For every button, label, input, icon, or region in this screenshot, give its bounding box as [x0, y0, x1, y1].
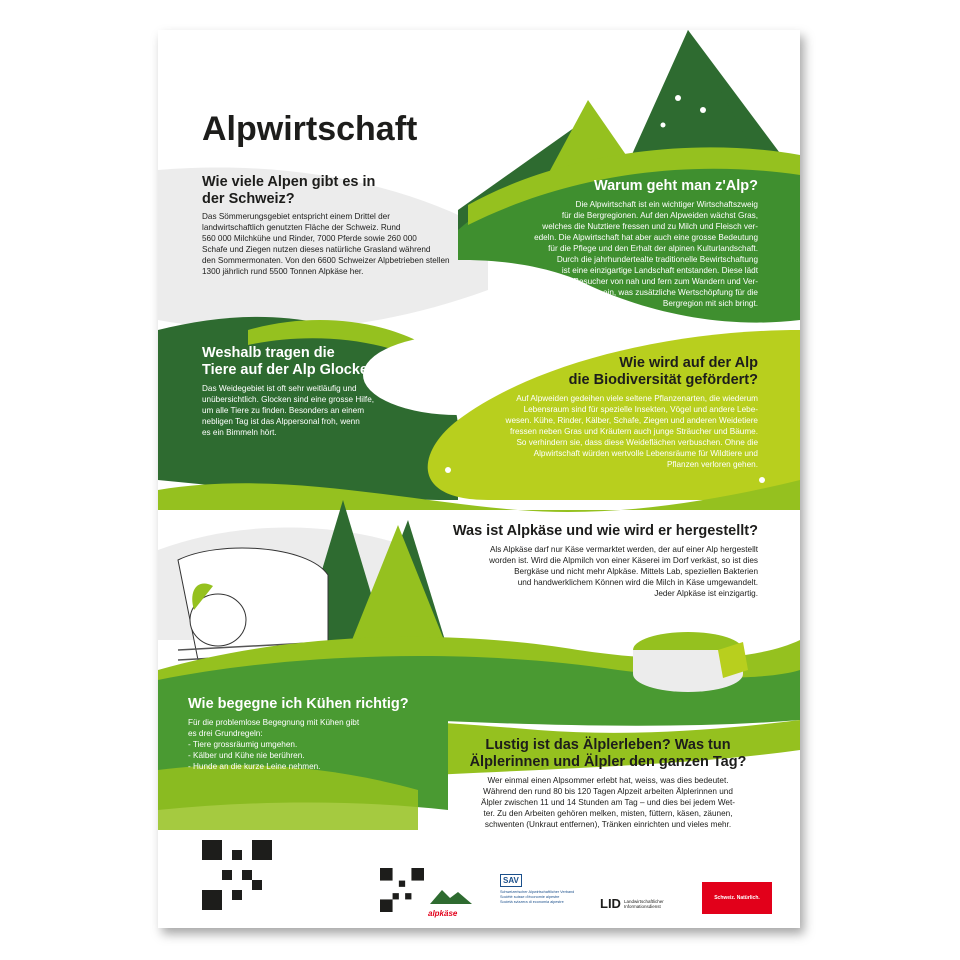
more-info-label: Weitere Infos [282, 892, 331, 901]
text-warum-line: für die Bergregionen. Auf den Alpweiden wächst Gras, [561, 211, 758, 220]
sav-logo: SAV Schweizerischer Alpwirtschaftlicher Verband Société suisse d'économie alpestre Società svizzera di economia alpestre [500, 876, 575, 904]
text-aelpler-line: Wer einmal einen Alpsommer erlebt hat, weiss, was dies bedeutet. [487, 776, 729, 785]
more-info-url[interactable]: www.lid.ch [282, 903, 325, 912]
text-bio-line: fressen neben Gras und Kräutern auch junge Sträucher und Bäume. [509, 427, 758, 436]
text-aelpler-line: ter. Zu den Arbeiten gehören melken, misten, füttern, käsen, zäunen, [483, 809, 733, 818]
lid-logo: LID Landwirtschaftlicher Informationsdienst [600, 896, 664, 911]
schweiz-natuerlich-logo: Schweiz. Natürlich. [702, 882, 772, 914]
text-kuehe-line: es drei Grundregeln: [188, 729, 263, 738]
heading-glocken-1: Weshalb tragen die [202, 345, 335, 361]
text-kuehe-line: - Tiere grossräumig umgehen. [188, 740, 298, 749]
text-alpen-line: 560 000 Milchkühe und Rinder, 7000 Pferde sowie 260 000 [202, 234, 417, 243]
text-glocken-line: unübersichtlich. Glocken sind eine grosse Hilfe, [202, 395, 375, 404]
heading-glocken-2: Tiere auf der Alp Glocken? [202, 362, 386, 378]
heading-alpen-1: Wie viele Alpen gibt es in [202, 174, 376, 190]
text-alpen-line: den Sommermonaten. Von den 6600 Schweizer Alpbetrieben stellen [202, 256, 450, 265]
text-glocken-line: nebligen Tag ist das Alppersonal froh, wenn [202, 417, 360, 426]
text-alpkaese-line: worden ist. Wird die Alpmilch von einer Käserei im Dorf verkäst, so ist dies [489, 556, 758, 565]
text-warum-line: Durch die jahrhundertealte traditionelle Bewirtschaftung [556, 255, 758, 264]
text-alpkaese-line: und handwerklichem Können wird die Milch in Käse umgewandelt. [517, 578, 758, 587]
text-alpkaese-line: Bergkäse und nicht mehr Alpkäse. Mittels Lab, speziellen Bakterien [514, 567, 758, 576]
heading-bio-2: die Biodiversität gefördert? [568, 372, 758, 388]
text-alpkaese-line: Jeder Alpkäse ist einzigartig. [654, 589, 758, 598]
text-warum-line: welches die Nutztiere fressen und zu Milch und Fleisch ver- [542, 222, 758, 231]
text-alpen-line: landwirtschaftlich genutzten Fläche der Schweiz. Rund [202, 223, 401, 232]
text-alpen-line: 1300 jährlich rund 5500 Tonnen Alpkäse her. [202, 267, 364, 276]
text-glocken-line: es ein Bimmeln hört. [202, 428, 277, 437]
text-bio-line: wesen. Kühe, Rinder, Kälber, Schafe, Ziegen und anderen Weidetiere [505, 416, 758, 425]
heading-kuehe: Wie begegne ich Kühen richtig? [188, 696, 409, 712]
heading-bio-1: Wie wird auf der Alp [619, 355, 758, 371]
page-title: Alpwirtschaft [202, 110, 418, 148]
text-kuehe-line: Für die problemlose Begegnung mit Kühen gibt [188, 718, 360, 727]
text-bio-line: Lebensraum sind für spezielle Insekten, Vögel und andere Lebe- [523, 405, 758, 414]
text-warum-line: weilen ein, was zusätzliche Wertschöpfung für die [577, 288, 758, 297]
text-bio-line: So verhindern sie, dass diese Weideflächen verbuschen. Ohne die [516, 438, 758, 447]
heading-aelpler-2: Älplerinnen und Älpler den ganzen Tag? [469, 754, 747, 770]
text-warum-line: Besucher von nah und fern zum Wandern und Ver- [573, 277, 758, 286]
text-aelpler-line: Während den rund 80 bis 120 Tagen Alpzeit arbeiten Älplerinnen und [483, 787, 733, 796]
text-aelpler-line: schwenten (Unkraut entfernen), Tränken einrichten und vieles mehr. [484, 820, 732, 829]
qr-code-icon[interactable] [202, 840, 272, 910]
text-warum-line: Bergregion mit sich bringt. [662, 299, 758, 308]
text-alpkaese-line: Als Alpkäse darf nur Käse vermarktet werden, der auf einer Alp hergestellt [489, 545, 758, 554]
text-bio-line: Auf Alpweiden gedeihen viele seltene Pflanzenarten, die wiederum [516, 394, 758, 403]
text-kuehe-line: - Hunde an die kurze Leine nehmen. [188, 762, 321, 771]
alpkaese-logo: alpkäse [428, 888, 474, 918]
text-alpen-line: Das Sömmerungsgebiet entspricht einem Drittel der [202, 212, 390, 221]
text-bio-line: Alpwirtschaft würden wertvolle Lebensräume für Wildtiere und [533, 449, 758, 458]
text-bio-line: Pflanzen verloren gehen. [666, 460, 758, 469]
text-glocken-line: um alle Tiere zu finden. Besonders an einem [202, 406, 365, 415]
text-warum-line: edeln. Die Alpwirtschaft hat aber auch eine grosse Bedeutung [534, 233, 758, 242]
poster [158, 30, 800, 928]
cheese-illustration [633, 632, 748, 692]
heading-aelpler-1: Lustig ist das Älplerleben? Was tun [485, 737, 731, 753]
heading-alpen-2: der Schweiz? [202, 191, 295, 207]
text-warum-line: für die Pflege und den Erhalt der alpinen Kulturlandschaft. [548, 244, 758, 253]
text-glocken-line: Das Weidegebiet ist oft sehr weitläufig und [202, 384, 357, 393]
text-warum-line: Die Alpwirtschaft ist ein wichtiger Wirtschaftszweig [575, 200, 758, 209]
heading-warum: Warum geht man z'Alp? [593, 178, 758, 194]
text-aelpler-line: Älpler zwischen 11 und 14 Stunden am Tag – und dies bei jedem Wet- [481, 798, 735, 807]
text-alpen-line: Schafe und Ziegen nutzen dieses natürliche Grasland während [202, 245, 431, 254]
text-warum-line: ist eine einzigartige Landschaft entstanden. Diese lädt [561, 266, 758, 275]
heading-alpkaese: Was ist Alpkäse und wie wird er hergestellt? [452, 523, 758, 539]
text-kuehe-line: - Kälber und Kühe nie berühren. [188, 751, 305, 760]
mountain-logo-icon [428, 888, 474, 904]
qr-code-icon[interactable] [380, 868, 424, 912]
